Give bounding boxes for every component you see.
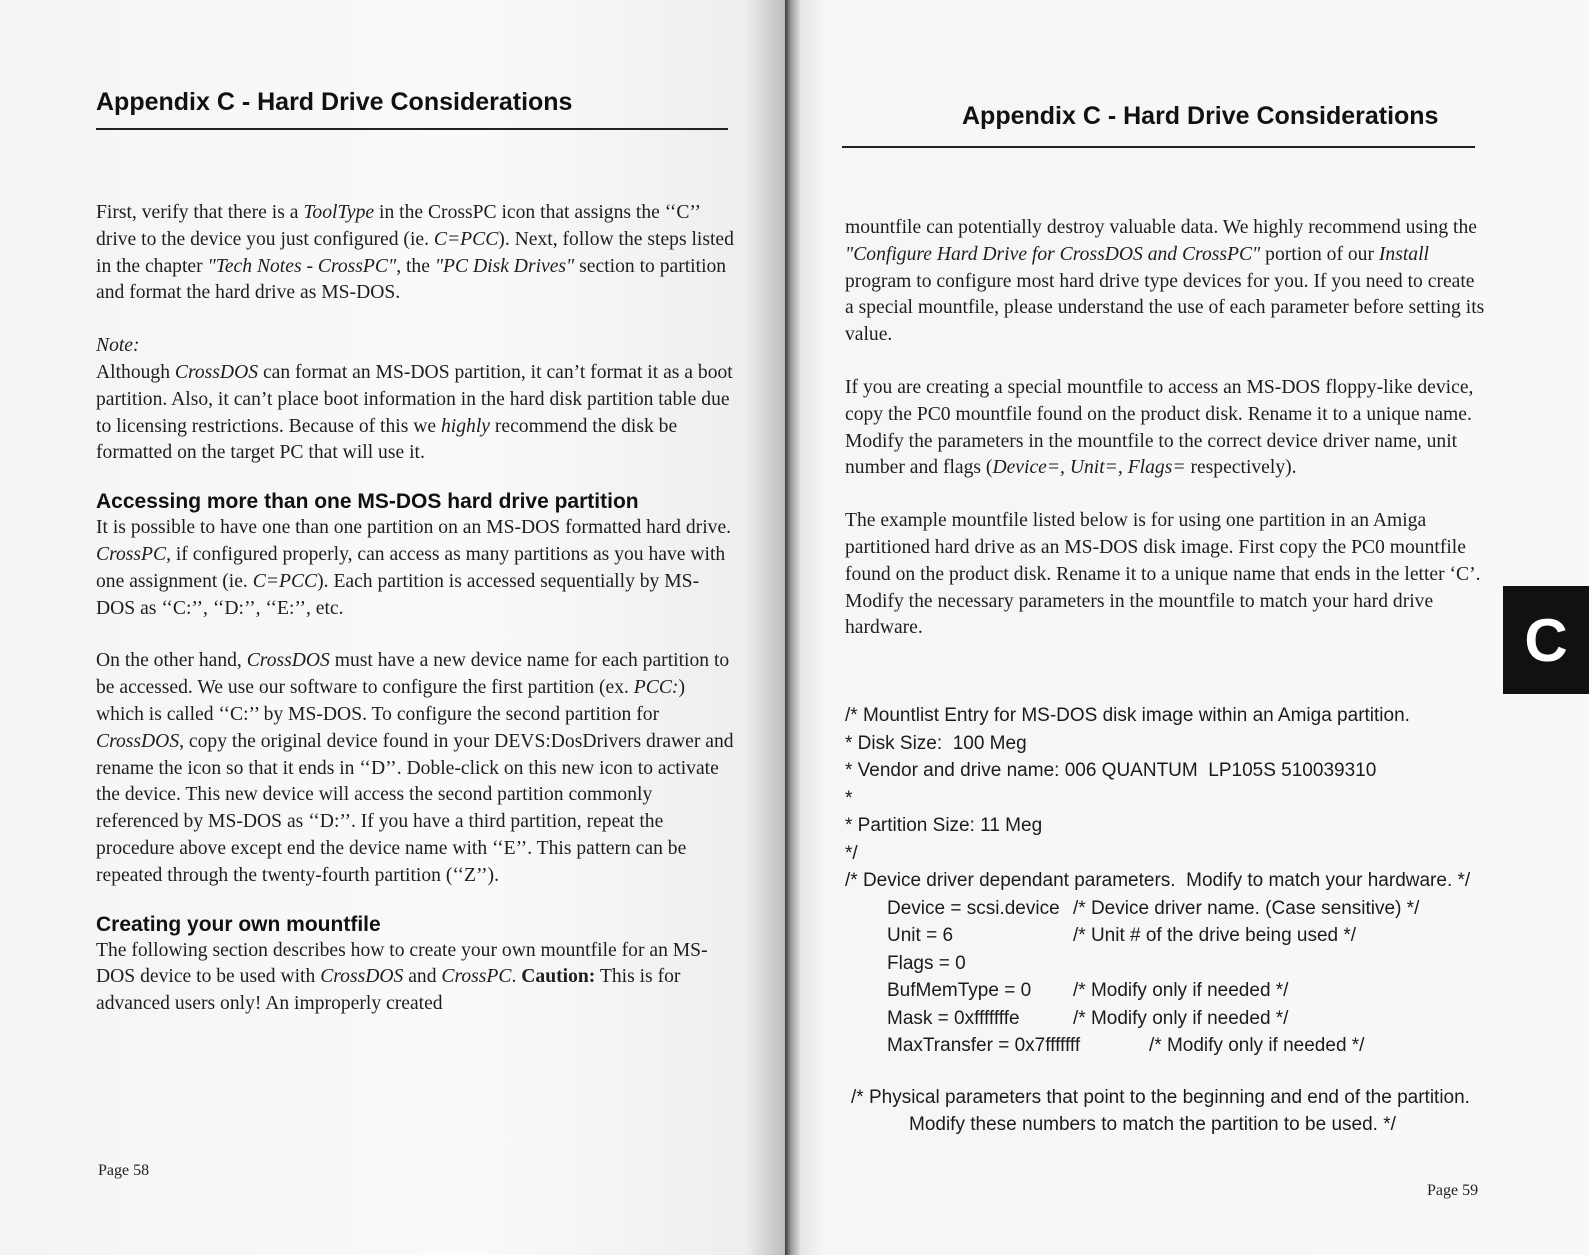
text-run: The following section describes how to create your own mountfile for an MS-DOS device to be used with bbox=[96, 939, 708, 988]
flags-param: Flags = 0 bbox=[887, 952, 966, 974]
unit-param: Unit = 6 bbox=[887, 925, 954, 946]
unit-comment: /* Unit # of the drive being used */ bbox=[1073, 925, 1357, 946]
text-run: , copy the original device found in your DEVS:DosDrivers drawer and rename the icon so that it ends in ‘‘D’’. Doble-click on this new icon to activate the device. This new device will access the second partition commonly referenced by MS-DOS as ‘‘D:’’. If you have a third partition, repeat the procedure above except end the device name with ‘‘E’’. This pattern can be repeated through the twenty-fourth partition (‘‘Z’’). bbox=[96, 730, 734, 886]
text-run: ToolType bbox=[303, 202, 375, 223]
text-run: section to partition and format the hard drive as MS-DOS. bbox=[96, 255, 727, 304]
text-run: PCC: bbox=[633, 677, 679, 699]
text-run: mountfile can potentially destroy valuable data. We highly recommend using the bbox=[845, 217, 1477, 238]
text-run: Install bbox=[1378, 243, 1429, 265]
device-param: Device = scsi.device bbox=[887, 897, 1060, 919]
left-page-heading: Appendix C - Hard Drive Considerations bbox=[96, 88, 573, 116]
partitions-paragraph-1 bbox=[96, 515, 736, 622]
text-run: Caution: bbox=[521, 966, 596, 988]
text-run: Device=, Unit=, Flags= bbox=[992, 457, 1186, 479]
text-run: program to configure most hard drive type devices for you. If you need to create a special mountfile, please understand the use of each parameter before setting its value. bbox=[845, 270, 1485, 346]
code-line: /* Physical parameters that point to the beginning and end of the partition. bbox=[851, 1086, 1470, 1108]
chapter-tab-c: C bbox=[1503, 586, 1589, 694]
text-run: , the bbox=[396, 255, 435, 277]
text-run: C=PCC bbox=[252, 570, 318, 592]
code-line: Modify these numbers to match the partition to be used. */ bbox=[909, 1114, 1396, 1135]
code-param-line bbox=[845, 895, 1505, 923]
text-run: portion of our bbox=[1260, 243, 1379, 265]
bufmemtype-comment: /* Modify only if needed */ bbox=[1073, 980, 1289, 1001]
text-run: First, verify that there is a bbox=[96, 202, 304, 223]
left-body bbox=[96, 200, 736, 1018]
code-line: * Vendor and drive name: 006 QUANTUM LP105S 510039310 bbox=[845, 760, 1377, 781]
section-title-partitions: Accessing more than one MS-DOS hard drive partition bbox=[96, 490, 639, 514]
text-run: highly bbox=[441, 415, 490, 437]
intro-paragraph bbox=[96, 200, 736, 307]
bufmemtype-param: BufMemType = 0 bbox=[887, 980, 1032, 1001]
code-line: /* Device driver dependant parameters. Modify to match your hardware. */ bbox=[845, 870, 1471, 891]
page-number-right: Page 59 bbox=[1427, 1182, 1479, 1199]
text-run: On the other hand, bbox=[96, 650, 247, 672]
note-paragraph bbox=[96, 360, 736, 467]
text-run: ). Next, follow the steps listed in the chapter bbox=[96, 228, 734, 277]
code-line: /* Mountlist Entry for MS-DOS disk image within an Amiga partition. bbox=[845, 705, 1410, 726]
right-page-heading: Appendix C - Hard Drive Considerations bbox=[962, 102, 1439, 130]
caution-continued-paragraph bbox=[845, 215, 1485, 349]
text-run: This is for advanced users only! An improperly created bbox=[96, 966, 681, 1015]
text-run: C=PCC bbox=[433, 228, 499, 250]
text-run: . bbox=[511, 966, 522, 988]
text-run: Although bbox=[96, 361, 175, 383]
maxtransfer-param: MaxTransfer = 0x7fffffff bbox=[887, 1035, 1081, 1056]
code-line: */ bbox=[845, 842, 858, 864]
right-page bbox=[785, 0, 1589, 1255]
text-run: "Tech Notes - CrossPC" bbox=[207, 255, 397, 277]
text-run: "PC Disk Drives" bbox=[434, 255, 575, 277]
code-param-line bbox=[845, 1032, 1505, 1060]
text-run: CrossDOS bbox=[174, 361, 259, 383]
text-run: in the CrossPC icon that assigns the ‘‘C’’ drive to the device you just configured (ie. bbox=[96, 202, 700, 250]
text-run: can format an MS-DOS partition, it can’t format it as a boot partition. Also, it can’t place boot information in the hard disk partition table due to licensing restrictions. Because of this we bbox=[96, 361, 733, 437]
example-mountfile-paragraph bbox=[845, 508, 1485, 642]
text-run: and bbox=[403, 966, 442, 988]
text-run: recommend the disk be formatted on the target PC that will use it. bbox=[96, 415, 678, 464]
text-run: CrossPC bbox=[96, 543, 167, 565]
page-number-left: Page 58 bbox=[98, 1162, 150, 1179]
code-param-line bbox=[845, 977, 1505, 1005]
maxtransfer-comment: /* Modify only if needed */ bbox=[1149, 1035, 1365, 1056]
right-heading-rule bbox=[842, 146, 1475, 148]
text-run: If you are creating a special mountfile to access an MS-DOS floppy-like device, copy the PC0 mountfile found on the product disk. Rename it to a unique name. Modify the parameters in the mountfile to the correct device driver name, unit number and flags ( bbox=[845, 376, 1474, 479]
text-run: It is possible to have one than one partition on an MS-DOS formatted hard drive. bbox=[96, 517, 732, 539]
text-run: must have a new device name for each partition to be accessed. We use our software to configure the first partition (ex. bbox=[96, 650, 730, 699]
left-heading-rule bbox=[96, 128, 728, 130]
partitions-paragraph-2 bbox=[96, 648, 736, 889]
text-run: ) which is called ‘‘C:’’ by MS-DOS. To configure the second partition for bbox=[96, 677, 685, 725]
text-run: respectively). bbox=[1185, 457, 1297, 479]
code-line: * bbox=[845, 787, 853, 809]
mask-comment: /* Modify only if needed */ bbox=[1073, 1007, 1289, 1029]
note-label: Note: bbox=[96, 335, 140, 357]
code-param-line bbox=[845, 950, 1505, 978]
code-param-line bbox=[845, 922, 1505, 950]
left-page bbox=[0, 0, 785, 1255]
floppy-mountfile-paragraph bbox=[845, 375, 1485, 482]
section-title-mountfile: Creating your own mountfile bbox=[96, 912, 381, 936]
text-run: "Configure Hard Drive for CrossDOS and CrossPC" bbox=[845, 243, 1261, 265]
mountfile-paragraph bbox=[96, 938, 736, 1018]
text-run: CrossDOS bbox=[320, 966, 404, 988]
text-run: The example mountfile listed below is for using one partition in an Amiga partitioned hard drive as an MS-DOS disk image. First copy the PC0 mountfile found on the product disk. Rename it to a unique name that ends in the letter ‘C’. Modify the necessary parameters in the mountfile to match your hard drive hardware. bbox=[845, 510, 1481, 639]
text-run: , if configured properly, can access as many partitions as you have with one assignment (ie. bbox=[96, 543, 726, 592]
mask-param: Mask = 0xfffffffe bbox=[887, 1007, 1020, 1029]
text-run: CrossDOS bbox=[96, 730, 180, 752]
device-comment: /* Device driver name. (Case sensitive) */ bbox=[1073, 897, 1420, 919]
right-body bbox=[845, 215, 1485, 642]
text-run: CrossDOS bbox=[246, 650, 330, 672]
text-run: ). Each partition is accessed sequentially by MS-DOS as ‘‘C:’’, ‘‘D:’’, ‘‘E:’’, etc. bbox=[96, 570, 700, 619]
code-param-line bbox=[845, 1005, 1505, 1033]
text-run: CrossPC bbox=[441, 966, 512, 988]
mountlist-code-block bbox=[845, 702, 1505, 1139]
code-line: * Disk Size: 100 Meg bbox=[845, 732, 1027, 754]
code-line: * Partition Size: 11 Meg bbox=[845, 815, 1043, 836]
